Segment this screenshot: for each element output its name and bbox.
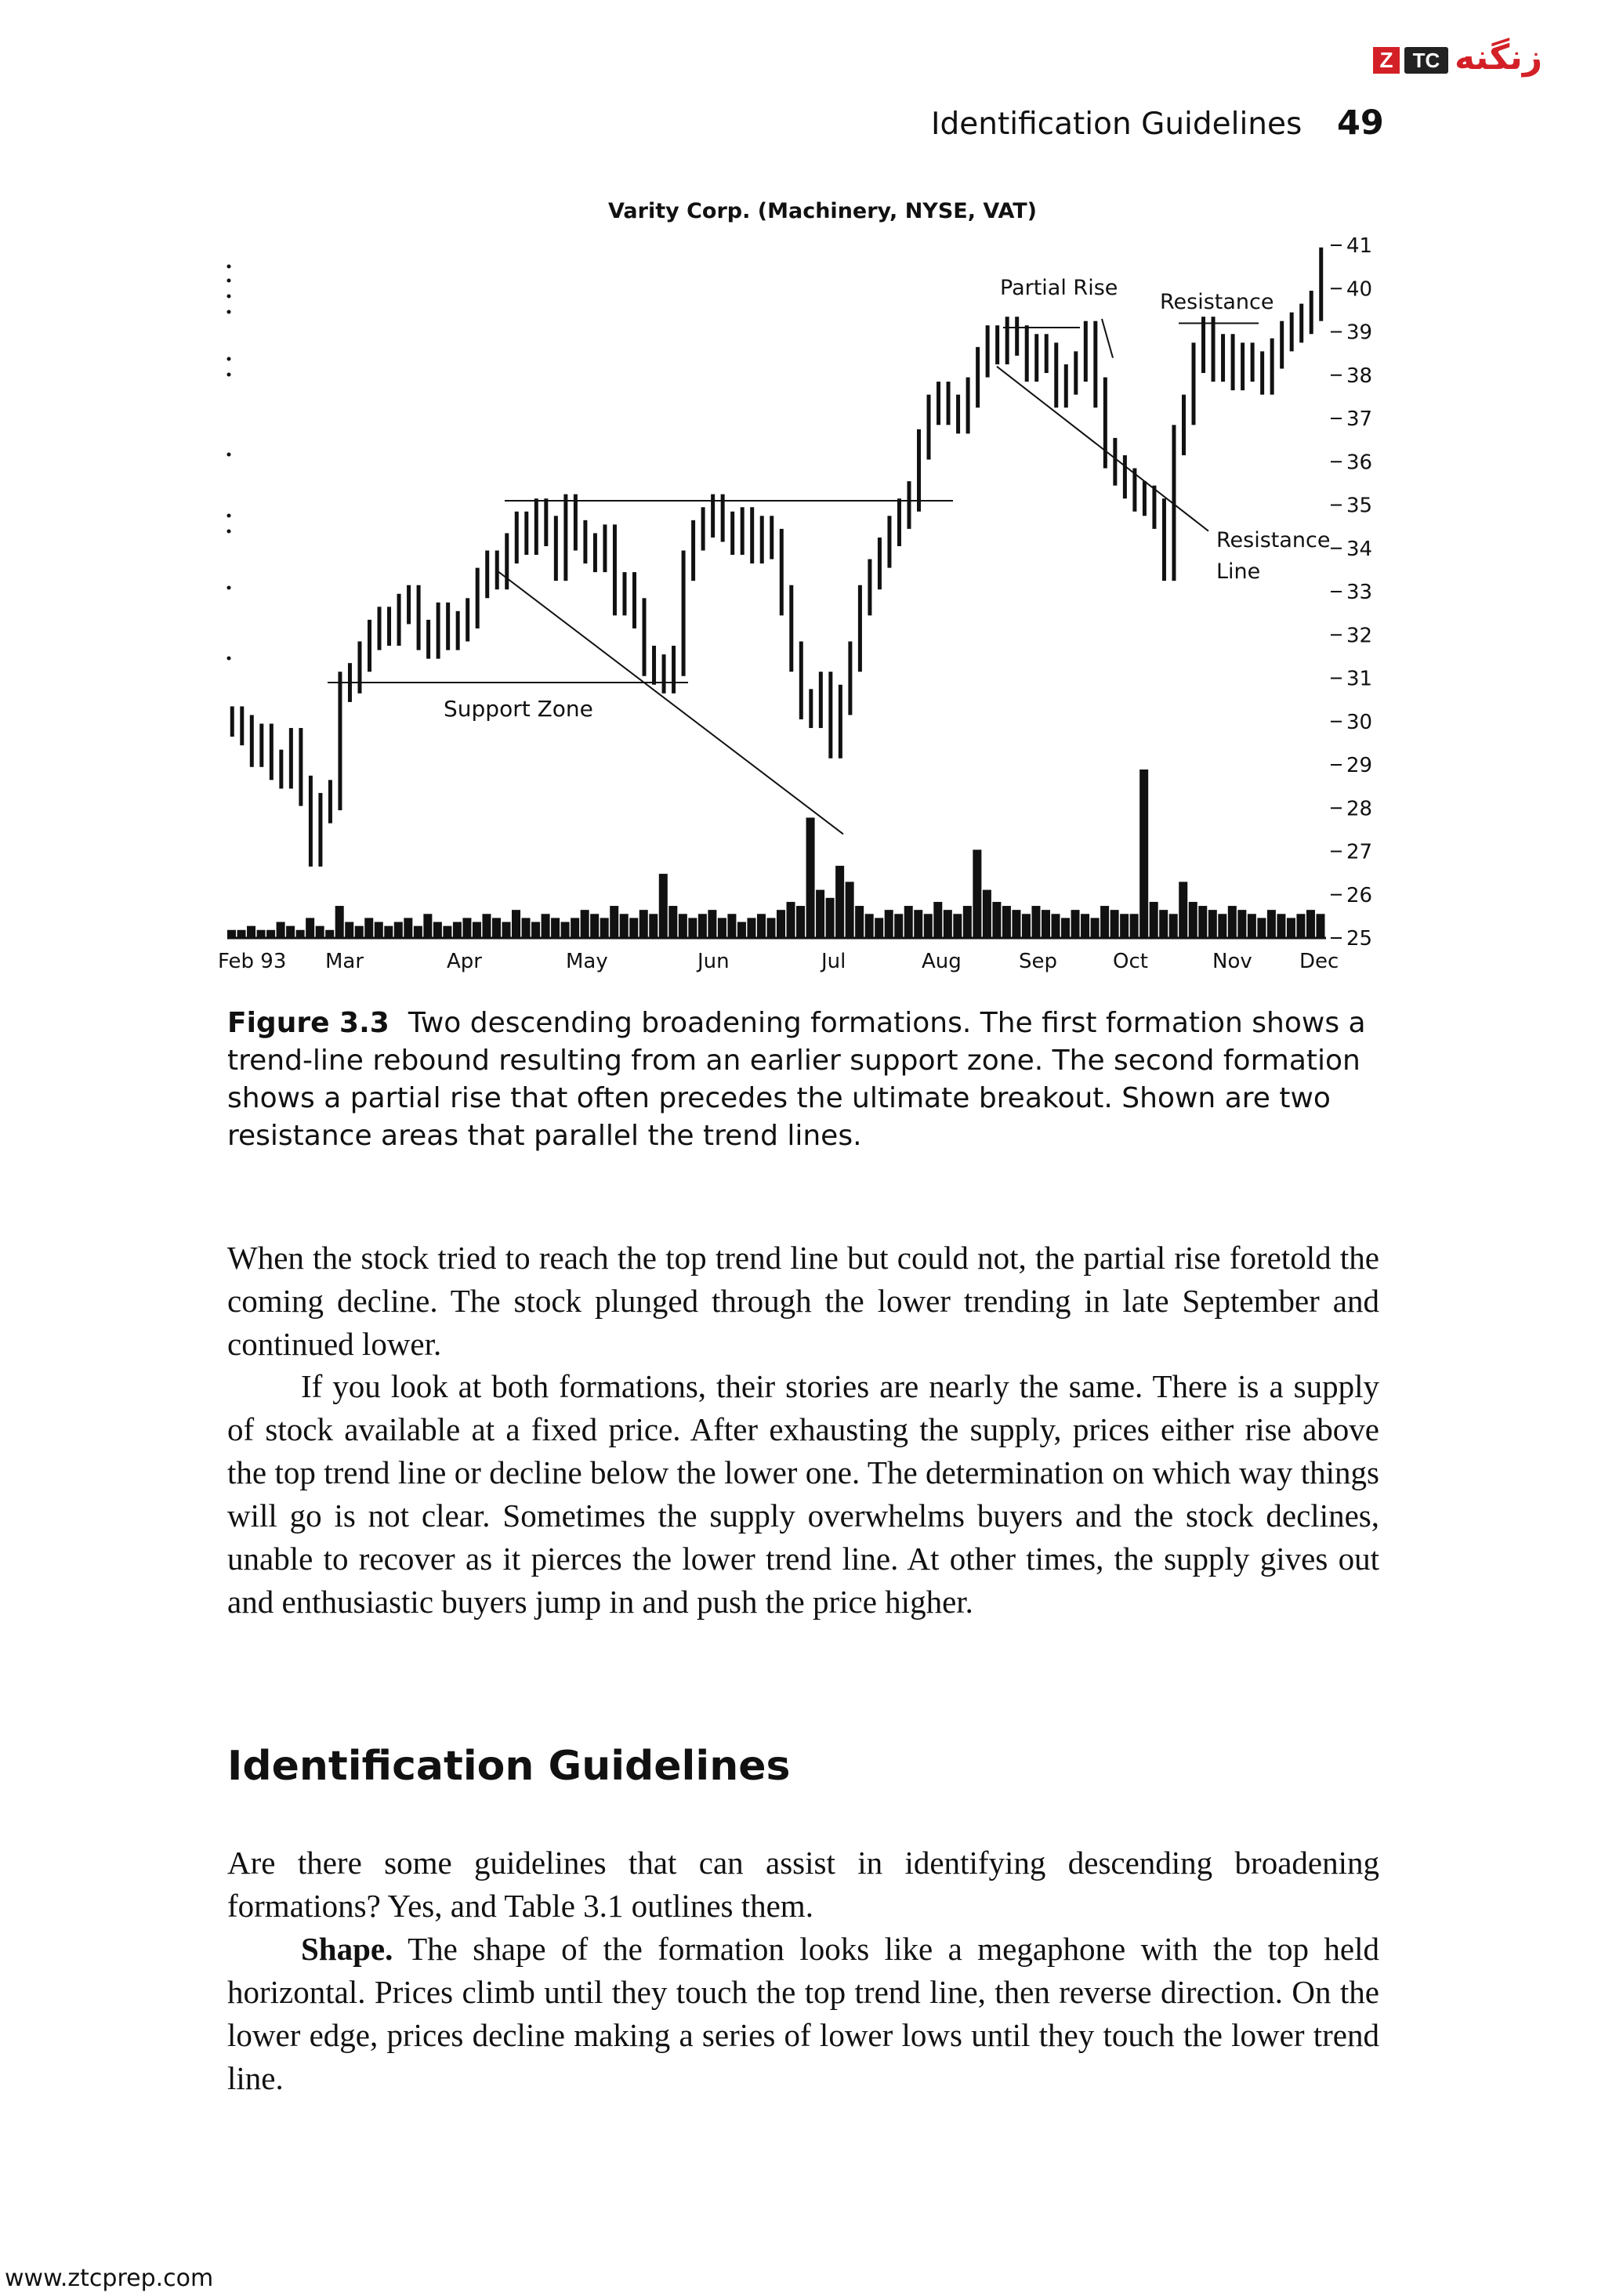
price-bars <box>230 248 1323 867</box>
y-tick-label: 33 <box>1346 581 1373 604</box>
volume-bar <box>787 902 795 938</box>
volume-bar <box>1031 906 1040 938</box>
price-bar <box>819 672 823 728</box>
price-bar <box>466 598 469 641</box>
volume-bar <box>355 926 364 938</box>
price-bar <box>1251 342 1255 382</box>
logo-tc-mark: TC <box>1404 47 1448 74</box>
price-bar <box>643 598 647 675</box>
edge-dot <box>227 514 231 518</box>
volume-bar <box>1081 914 1089 938</box>
volume-bar <box>551 918 560 938</box>
y-tick-label: 32 <box>1346 624 1373 648</box>
edge-dot <box>227 295 231 299</box>
volume-bar <box>1277 914 1285 938</box>
volume-bar <box>835 866 844 938</box>
price-bar <box>986 325 990 377</box>
footer-url: www.ztcprep.com <box>5 2265 214 2292</box>
price-bar <box>1005 317 1009 364</box>
price-bar <box>799 642 803 719</box>
volume-bar <box>512 910 520 938</box>
price-bar <box>613 524 617 615</box>
volume-bar <box>277 922 285 938</box>
volume-bar <box>492 918 501 938</box>
volume-bar <box>1002 906 1011 938</box>
publisher-logo <box>1373 31 1569 78</box>
volume-bar <box>659 874 668 938</box>
price-bar <box>1221 334 1225 382</box>
volume-bar <box>1208 910 1217 938</box>
volume-bar <box>894 914 903 938</box>
volume-bar <box>973 849 981 938</box>
left-edge-dots <box>227 265 231 661</box>
volume-bar <box>325 930 334 938</box>
volume-bar <box>286 926 295 938</box>
volume-bar <box>668 906 677 938</box>
price-bar <box>1143 481 1147 516</box>
price-bar <box>691 520 695 581</box>
price-bar <box>1084 321 1088 382</box>
x-tick-label: Nov <box>1212 950 1252 973</box>
volume-bar <box>1189 902 1197 938</box>
edge-dot <box>227 530 231 534</box>
price-bar <box>937 382 940 425</box>
volume-bar <box>590 914 599 938</box>
price-bar <box>368 620 371 672</box>
y-tick-label: 34 <box>1346 537 1373 561</box>
x-axis <box>218 950 1339 973</box>
volume-bar <box>227 930 236 938</box>
price-bar <box>603 524 607 572</box>
volume-bars <box>227 770 1326 938</box>
price-bar <box>1260 351 1264 394</box>
volume-bar <box>846 882 854 938</box>
volume-bar <box>806 817 815 938</box>
price-bar <box>485 551 489 599</box>
volume-bar <box>777 910 785 938</box>
edge-dot <box>227 357 231 361</box>
partial-rise-leader <box>1102 319 1113 358</box>
volume-bar <box>1169 914 1178 938</box>
edge-dot <box>227 373 231 377</box>
volume-bar <box>688 918 697 938</box>
volume-bar <box>1257 918 1266 938</box>
volume-bar <box>473 922 481 938</box>
volume-bar <box>443 926 451 938</box>
body-paragraph-3: Are there some guidelines that can assist in identifying descending broadening formations? Yes, and Table 3.1 outlines them. <box>227 1845 1379 1924</box>
price-bar <box>1113 438 1117 486</box>
volume-bar <box>600 918 609 938</box>
price-bar <box>309 776 313 867</box>
price-bar <box>534 498 538 555</box>
price-bar <box>887 516 891 567</box>
volume-bar <box>482 914 491 938</box>
volume-bar <box>266 930 275 938</box>
volume-bar <box>375 922 383 938</box>
edge-dot <box>227 279 231 283</box>
running-header-title: Identification Guidelines <box>931 107 1302 142</box>
price-bar <box>995 325 999 364</box>
price-bar <box>417 585 421 650</box>
price-bar <box>1280 321 1284 369</box>
volume-bar <box>1248 914 1256 938</box>
price-bar <box>446 603 450 650</box>
price-bar <box>456 611 460 650</box>
volume-bar <box>257 930 266 938</box>
price-bar <box>279 750 283 789</box>
price-bar <box>1231 334 1235 390</box>
price-bar <box>397 594 401 646</box>
price-bar <box>682 551 686 676</box>
price-bar <box>672 646 676 694</box>
volume-bar <box>855 906 864 938</box>
price-bar <box>318 793 322 867</box>
volume-bar <box>296 930 305 938</box>
price-bar <box>839 685 842 759</box>
volume-bar <box>796 906 805 938</box>
volume-bar <box>522 918 531 938</box>
volume-bar <box>453 922 462 938</box>
volume-bar <box>629 918 638 938</box>
price-bar <box>1054 342 1058 407</box>
price-bar <box>848 642 852 715</box>
resistance-label: Resistance <box>1160 290 1274 314</box>
logo-persian-text: زنگنه <box>1455 38 1543 78</box>
volume-bar <box>394 922 403 938</box>
volume-bar <box>462 918 471 938</box>
y-tick-label: 30 <box>1346 710 1373 734</box>
volume-bar <box>316 926 324 938</box>
price-bar <box>554 516 558 581</box>
price-bar <box>437 603 440 659</box>
figure-caption <box>227 1005 1379 1155</box>
price-bar <box>1074 351 1078 394</box>
volume-bar <box>414 926 422 938</box>
price-bar <box>730 512 734 555</box>
edge-dot <box>227 657 231 661</box>
price-bar <box>299 728 303 806</box>
price-volume-chart <box>212 219 1403 987</box>
price-bar <box>1064 364 1068 407</box>
volume-bar <box>433 922 442 938</box>
resistance-line-label-2: Line <box>1216 560 1261 584</box>
price-bar <box>1015 317 1019 356</box>
price-bar <box>622 572 626 615</box>
price-bar <box>1182 395 1186 455</box>
trend-lines <box>328 319 1259 834</box>
volume-bar <box>1130 914 1139 938</box>
price-bar <box>338 672 342 810</box>
logo-z-mark: Z <box>1373 47 1400 74</box>
volume-bar <box>1071 910 1080 938</box>
volume-bar <box>992 902 1001 938</box>
price-bar <box>632 572 636 628</box>
volume-bar <box>404 918 412 938</box>
volume-bar <box>1306 910 1315 938</box>
edge-dot <box>227 265 231 269</box>
price-bar <box>1270 339 1274 395</box>
volume-bar <box>1061 918 1070 938</box>
price-bar <box>789 585 793 672</box>
section-heading: Identification Guidelines <box>227 1743 791 1790</box>
price-bar <box>593 533 597 572</box>
y-tick-label: 39 <box>1346 320 1373 345</box>
price-bar <box>544 498 548 546</box>
y-tick-label: 29 <box>1346 754 1373 777</box>
price-bar <box>1093 321 1097 408</box>
volume-bar <box>1237 910 1246 938</box>
volume-bar <box>306 918 314 938</box>
x-tick-label: Jul <box>821 950 846 973</box>
volume-bar <box>708 910 716 938</box>
volume-bar <box>1228 906 1237 938</box>
price-bar <box>515 512 519 563</box>
volume-bar <box>757 914 766 938</box>
price-bar <box>328 780 332 823</box>
price-bar <box>897 498 901 546</box>
price-bar <box>652 646 656 685</box>
price-bar <box>1310 291 1313 334</box>
volume-bar <box>561 922 570 938</box>
price-bar <box>250 715 254 766</box>
edge-dot <box>227 310 231 314</box>
edge-dot <box>227 453 231 457</box>
volume-bar <box>727 914 736 938</box>
price-bar <box>357 642 361 694</box>
volume-bar <box>620 914 629 938</box>
volume-bar <box>953 914 962 938</box>
volume-bar <box>247 926 255 938</box>
price-bar <box>701 507 705 550</box>
volume-bar <box>345 922 353 938</box>
price-bar <box>524 512 528 555</box>
y-tick-label: 28 <box>1346 797 1373 821</box>
x-tick-label: Feb 93 <box>218 950 287 973</box>
volume-bar <box>384 926 393 938</box>
volume-bar <box>423 914 432 938</box>
price-bar <box>956 395 960 434</box>
price-bar <box>1045 334 1049 373</box>
volume-bar <box>1100 906 1109 938</box>
volume-bar <box>639 910 648 938</box>
volume-bar <box>816 890 824 938</box>
resistance-line-label-1: Resistance <box>1216 528 1331 552</box>
edge-dot <box>227 586 231 590</box>
volume-bar <box>502 922 511 938</box>
volume-bar <box>1052 914 1060 938</box>
volume-bar <box>531 922 540 938</box>
volume-bar <box>944 910 952 938</box>
shape-paragraph-text: The shape of the formation looks like a megaphone with the top held horizontal. Prices climb until they touch the top trend line, then reverse direction. On the lower edge, prices decline making a series of lower lows until they touch the lower trend line. <box>227 1931 1379 2096</box>
volume-bar <box>1150 902 1158 938</box>
price-bar <box>1162 498 1166 581</box>
price-bar <box>741 507 745 555</box>
x-tick-label: Mar <box>325 950 364 973</box>
price-bar <box>270 724 274 780</box>
partial-rise-label: Partial Rise <box>1000 276 1118 300</box>
y-tick-label: 27 <box>1346 840 1373 864</box>
price-bar <box>1123 455 1127 498</box>
y-tick-label: 35 <box>1346 494 1373 518</box>
volume-bar <box>1110 910 1119 938</box>
support-zone-label: Support Zone <box>444 696 593 722</box>
volume-bar <box>610 906 618 938</box>
volume-bar <box>885 910 893 938</box>
volume-bar <box>1012 910 1020 938</box>
y-tick-label: 31 <box>1346 667 1373 691</box>
x-tick-label: Dec <box>1299 950 1339 973</box>
volume-bar <box>737 922 746 938</box>
price-bar <box>780 529 784 616</box>
x-tick-label: May <box>566 950 608 973</box>
bottom-trend-line-2 <box>997 367 1208 531</box>
volume-bar <box>335 906 344 938</box>
price-bar <box>407 585 411 625</box>
price-bar <box>476 568 480 628</box>
price-bar <box>868 560 871 616</box>
price-bar <box>927 395 931 460</box>
price-bar <box>966 378 970 434</box>
price-bar <box>1103 378 1107 469</box>
volume-bar <box>1287 918 1295 938</box>
price-bar <box>858 585 862 672</box>
volume-bar <box>1042 910 1050 938</box>
y-axis <box>1331 234 1372 951</box>
price-bar <box>947 382 951 425</box>
y-tick-label: 41 <box>1346 234 1373 258</box>
price-bar <box>240 706 244 745</box>
volume-bar <box>766 918 775 938</box>
x-tick-label: Jun <box>697 950 730 973</box>
volume-bar <box>1296 914 1305 938</box>
price-bar <box>907 481 911 529</box>
price-bar <box>1034 334 1038 382</box>
volume-bar <box>364 918 373 938</box>
volume-bar <box>1091 918 1100 938</box>
chart-title: Varity Corp. (Machinery, NYSE, VAT) <box>608 199 1038 223</box>
price-bar <box>1212 317 1216 382</box>
page-number: 49 <box>1337 103 1384 143</box>
price-bar <box>289 728 293 788</box>
x-tick-label: Oct <box>1113 950 1148 973</box>
volume-bar <box>904 906 913 938</box>
price-bar <box>378 607 382 650</box>
volume-bar <box>1218 914 1226 938</box>
price-bar <box>574 494 578 551</box>
x-tick-label: Sep <box>1019 950 1058 973</box>
volume-bar <box>698 914 707 938</box>
price-bar <box>387 607 391 646</box>
volume-bar <box>1267 910 1276 938</box>
price-bar <box>750 507 754 563</box>
volume-bar <box>983 890 991 938</box>
body-paragraph-4 <box>227 1928 1379 2100</box>
volume-bar <box>1179 882 1187 938</box>
price-bar <box>1319 248 1323 321</box>
y-tick-label: 25 <box>1346 927 1373 951</box>
price-bar <box>1192 342 1196 425</box>
volume-bar <box>933 902 942 938</box>
price-bar <box>1299 304 1303 343</box>
body-paragraph-1: When the stock tried to reach the top trend line but could not, the partial rise foretold the coming decline. The stock plunged through the lower trending in late September and continued lower. <box>227 1240 1379 1362</box>
price-bar <box>1025 325 1029 382</box>
price-bar <box>230 706 234 737</box>
volume-bar <box>1159 910 1168 938</box>
volume-bar <box>865 914 874 938</box>
volume-bar <box>718 918 726 938</box>
price-bar <box>828 672 832 759</box>
volume-bar <box>581 910 589 938</box>
volume-bar <box>649 914 658 938</box>
price-bar <box>976 347 980 407</box>
price-bar <box>917 429 921 512</box>
volume-bar <box>1022 914 1031 938</box>
price-bar <box>563 494 567 581</box>
volume-bar <box>1120 914 1129 938</box>
x-tick-label: Aug <box>922 950 962 973</box>
volume-bar <box>747 918 755 938</box>
volume-bar <box>924 914 933 938</box>
volume-bar <box>875 918 883 938</box>
price-bar <box>1241 342 1245 390</box>
volume-bar <box>826 898 835 938</box>
price-bar <box>1290 313 1294 352</box>
body-paragraph-2: If you look at both formations, their stories are nearly the same. There is a supply of stock available at a fixed price. After exhausting the supply, prices either rise above the top trend line or decline below the lower one. The determination on which way things will go is not clear. Sometimes the supply overwhelms buyers and the stock declines, unable to recover as it pierces the lower trend line. At other times, the supply gives out and enthusiastic buyers jump in and push the price higher. <box>227 1368 1379 1620</box>
price-bar <box>1152 486 1156 529</box>
price-bar <box>760 516 764 563</box>
price-bar <box>878 538 882 589</box>
y-tick-label: 40 <box>1346 277 1373 302</box>
y-tick-label: 36 <box>1346 451 1373 475</box>
price-bar <box>1201 317 1205 373</box>
volume-bar <box>1139 770 1148 938</box>
volume-bar <box>963 906 972 938</box>
volume-bar <box>914 910 922 938</box>
x-tick-label: Apr <box>447 950 482 973</box>
price-bar <box>583 520 587 563</box>
volume-bar <box>1198 906 1207 938</box>
price-bar <box>770 516 774 559</box>
price-bar <box>505 533 509 589</box>
price-bar <box>662 654 666 694</box>
volume-bar <box>237 930 246 938</box>
y-tick-label: 26 <box>1346 883 1373 907</box>
volume-bar <box>679 914 687 938</box>
y-tick-label: 38 <box>1346 364 1373 388</box>
figure-caption-text: Two descending broadening formations. The first formation shows a trend-line rebound resulting from an earlier support zone. The second formation shows a partial rise that often precedes the ultimate breakout. Shown are two resistance areas that parallel the trend lines. <box>227 1007 1366 1152</box>
price-bar <box>259 724 263 767</box>
y-tick-label: 37 <box>1346 407 1373 431</box>
price-bar <box>426 620 430 659</box>
figure-label: Figure 3.3 <box>227 1007 389 1039</box>
volume-bar <box>571 918 579 938</box>
shape-lead-in: Shape. <box>301 1931 393 1967</box>
price-bar <box>809 689 813 728</box>
volume-bar <box>542 914 550 938</box>
volume-bar <box>1316 914 1324 938</box>
